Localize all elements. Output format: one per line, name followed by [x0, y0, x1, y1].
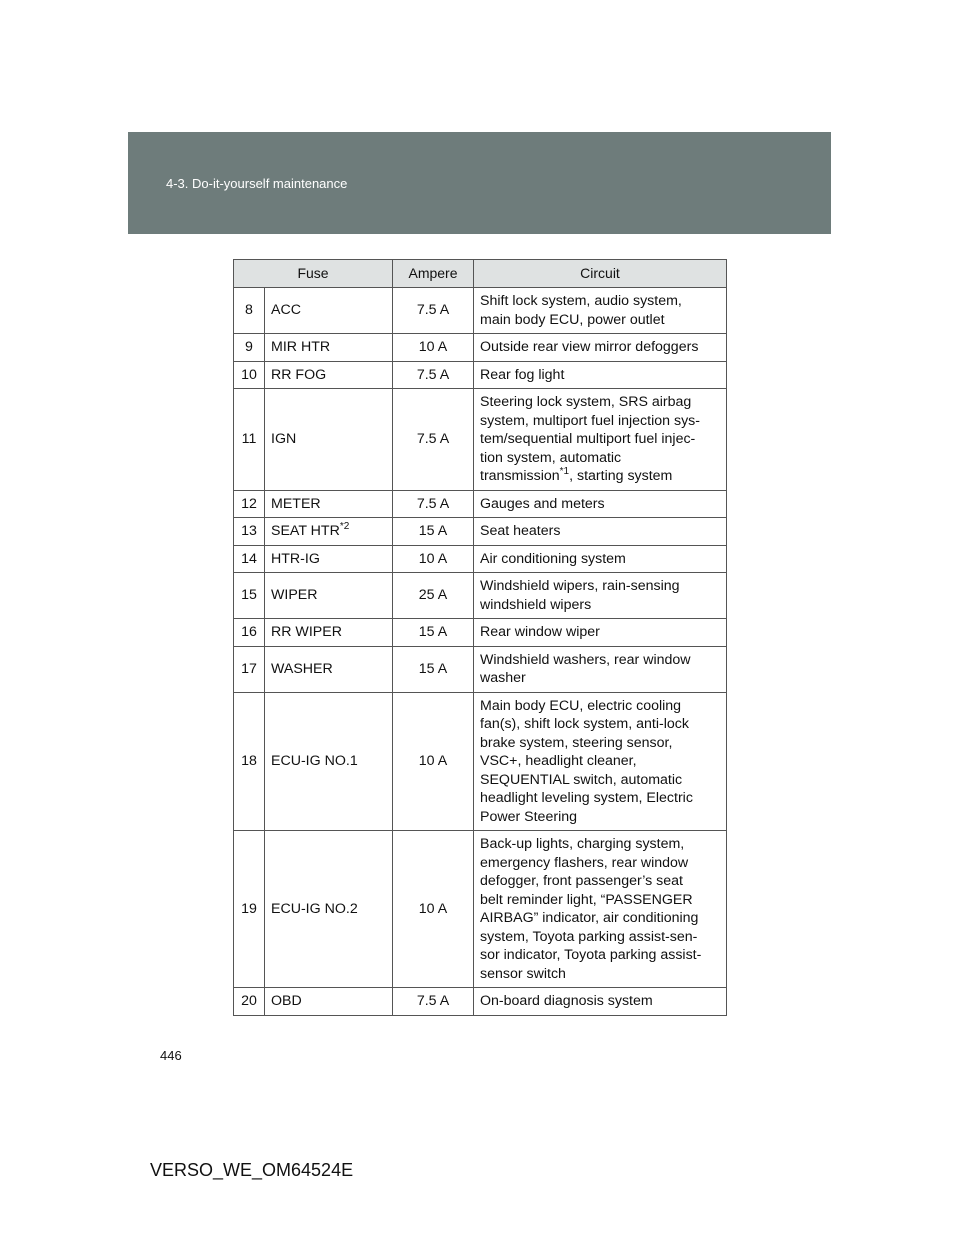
- fuse-number: 9: [245, 339, 253, 355]
- fuse-name: METER: [271, 495, 321, 512]
- table-row: [234, 361, 727, 389]
- circuit-description: Rear window wiper: [480, 624, 600, 640]
- table-row: [234, 518, 727, 546]
- fuse-number-cell: [234, 361, 265, 389]
- fuse-number: 15: [241, 587, 257, 604]
- ampere-value: 7.5 A: [416, 495, 450, 512]
- circuit-text: [480, 993, 653, 1009]
- ampere-cell: [393, 518, 474, 546]
- fuse-name: OBD: [271, 993, 302, 1009]
- circuit-text: [480, 367, 564, 383]
- fuse-name: ECU-IG NO.1: [271, 753, 358, 769]
- circuit-text: [480, 339, 698, 355]
- fuse-name: HTR-IG: [271, 550, 320, 567]
- fuse-number: 12: [241, 495, 257, 512]
- section-title: 4-3. Do-it-yourself maintenance: [166, 176, 348, 191]
- table-row: [234, 573, 727, 619]
- ampere-value: 7.5 A: [416, 993, 450, 1009]
- circuit-cell: [474, 573, 727, 619]
- fuse-name-cell: [265, 334, 393, 362]
- footnote-mark: *1: [559, 466, 570, 477]
- circuit-text: [480, 624, 600, 640]
- circuit-description: Air conditioning system: [480, 550, 626, 567]
- fuse-name-cell: [265, 646, 393, 692]
- fuse-table-body: [234, 288, 727, 1016]
- fuse-number: 8: [245, 302, 253, 319]
- ampere-value: 10 A: [418, 753, 448, 769]
- fuse-name: IGN: [271, 431, 297, 447]
- ampere-cell: [393, 490, 474, 518]
- fuse-name-cell: [265, 692, 393, 831]
- fuse-table: [233, 259, 727, 1016]
- table-row: [234, 646, 727, 692]
- circuit-text: [480, 652, 691, 687]
- fuse-name-cell: [265, 361, 393, 389]
- circuit-text: [480, 551, 626, 567]
- ampere-cell: [393, 692, 474, 831]
- fuse-number-cell: [234, 518, 265, 546]
- section-header-band: [128, 132, 831, 234]
- ampere-value: 10 A: [418, 550, 448, 567]
- fuse-number-cell: [234, 573, 265, 619]
- circuit-cell: [474, 988, 727, 1016]
- fuse-name-cell: [265, 831, 393, 988]
- fuse-number-cell: [234, 619, 265, 647]
- fuse-name-cell: [265, 490, 393, 518]
- fuse-number: 10: [241, 366, 257, 383]
- ampere-cell: [393, 361, 474, 389]
- page-number: 446: [160, 1048, 182, 1063]
- circuit-description-tail: , starting system: [569, 468, 673, 484]
- ampere-value: 25 A: [418, 587, 448, 604]
- circuit-description: Windshield wipers, rain-sensing windshield wipers: [480, 578, 680, 613]
- circuit-description: Shift lock system, audio system, main body ECU, power outlet: [480, 293, 682, 328]
- fuse-name: WIPER: [271, 587, 318, 604]
- column-header-fuse: Fuse: [234, 260, 393, 288]
- ampere-value: 7.5 A: [416, 366, 450, 383]
- circuit-description: Back-up lights, charging system, emergency flashers, rear window defogger, front passenger’s seat belt reminder light, “PASSENGER AIRBAG” indicator, air conditioning system, Toyota parking assist-sen- sor indicator, Toyota parking assist- sensor switch: [480, 836, 702, 982]
- ampere-value: 15 A: [418, 660, 448, 677]
- table-row: [234, 619, 727, 647]
- fuse-name: RR FOG: [271, 366, 327, 383]
- circuit-text: [480, 698, 693, 825]
- circuit-cell: [474, 692, 727, 831]
- circuit-text: [480, 836, 701, 982]
- ampere-cell: [393, 334, 474, 362]
- fuse-number: 14: [241, 550, 257, 567]
- fuse-name: WASHER: [271, 660, 333, 677]
- fuse-number-cell: [234, 288, 265, 334]
- fuse-number-cell: [234, 545, 265, 573]
- fuse-name: ACC: [271, 302, 301, 319]
- ampere-value: 10 A: [418, 339, 448, 355]
- document-code: VERSO_WE_OM64524E: [150, 1160, 354, 1180]
- circuit-description: Rear fog light: [480, 366, 565, 383]
- fuse-number-cell: [234, 646, 265, 692]
- fuse-number: 18: [241, 753, 257, 769]
- ampere-cell: [393, 545, 474, 573]
- ampere-cell: [393, 288, 474, 334]
- column-header-ampere: Ampere: [393, 260, 474, 288]
- table-row: [234, 389, 727, 491]
- fuse-number: 16: [241, 624, 257, 640]
- fuse-name-cell: [265, 389, 393, 491]
- circuit-cell: [474, 518, 727, 546]
- fuse-name-cell: [265, 518, 393, 546]
- fuse-name: ECU-IG NO.2: [271, 900, 358, 917]
- fuse-number: 20: [241, 993, 257, 1009]
- ampere-cell: [393, 619, 474, 647]
- table-row: [234, 988, 727, 1016]
- fuse-number: 19: [241, 900, 257, 917]
- ampere-value: 15 A: [418, 624, 448, 640]
- table-row: [234, 831, 727, 988]
- fuse-number: 13: [241, 523, 257, 539]
- fuse-number-cell: [234, 490, 265, 518]
- circuit-description: Steering lock system, SRS airbag system, multiport fuel injection sys- tem/sequential multiport fuel injec- tion system, automatic transmission: [480, 394, 700, 484]
- fuse-number-cell: [234, 334, 265, 362]
- circuit-cell: [474, 361, 727, 389]
- circuit-text: [480, 293, 682, 328]
- circuit-text: [480, 394, 700, 484]
- fuse-number-cell: [234, 692, 265, 831]
- ampere-value: 7.5 A: [416, 302, 450, 319]
- fuse-number-cell: [234, 831, 265, 988]
- fuse-number-cell: [234, 389, 265, 491]
- circuit-cell: [474, 545, 727, 573]
- fuse-name: RR WIPER: [271, 624, 342, 640]
- ampere-cell: [393, 988, 474, 1016]
- ampere-cell: [393, 389, 474, 491]
- fuse-name-cell: [265, 573, 393, 619]
- fuse-number-cell: [234, 988, 265, 1016]
- circuit-description: On-board diagnosis system: [480, 993, 653, 1009]
- fuse-name-cell: [265, 545, 393, 573]
- column-header-circuit: Circuit: [474, 260, 727, 288]
- table-row: [234, 334, 727, 362]
- fuse-number: 11: [241, 431, 257, 447]
- ampere-cell: [393, 646, 474, 692]
- ampere-value: 10 A: [418, 900, 448, 917]
- ampere-cell: [393, 831, 474, 988]
- fuse-name: MIR HTR: [271, 339, 331, 355]
- circuit-description: Gauges and meters: [480, 495, 605, 512]
- fuse-name-cell: [265, 988, 393, 1016]
- circuit-cell: [474, 831, 727, 988]
- circuit-cell: [474, 646, 727, 692]
- ampere-value: 7.5 A: [416, 431, 450, 447]
- circuit-cell: [474, 389, 727, 491]
- fuse-name: SEAT HTR: [271, 523, 340, 539]
- table-row: [234, 288, 727, 334]
- circuit-cell: [474, 490, 727, 518]
- circuit-cell: [474, 288, 727, 334]
- circuit-text: [480, 523, 560, 539]
- table-row: [234, 545, 727, 573]
- fuse-name-cell: [265, 288, 393, 334]
- fuse-name-cell: [265, 619, 393, 647]
- ampere-cell: [393, 573, 474, 619]
- circuit-text: [480, 578, 680, 613]
- circuit-description: Main body ECU, electric cooling fan(s), shift lock system, anti-lock brake system, steering sensor, VSC+, headlight cleaner, SEQUENTIAL switch, automatic headlight leveling system, Electric Power Steering: [480, 697, 693, 825]
- table-header-row: [234, 260, 727, 288]
- circuit-description: Seat heaters: [480, 523, 561, 539]
- ampere-value: 15 A: [418, 523, 448, 539]
- circuit-text: [480, 496, 605, 512]
- circuit-cell: [474, 619, 727, 647]
- circuit-description: Outside rear view mirror defoggers: [480, 339, 699, 355]
- fuse-number: 17: [241, 660, 257, 677]
- footnote-mark: *2: [339, 521, 350, 532]
- table-row: [234, 692, 727, 831]
- circuit-cell: [474, 334, 727, 362]
- table-row: [234, 490, 727, 518]
- circuit-description: Windshield washers, rear window washer: [480, 651, 691, 686]
